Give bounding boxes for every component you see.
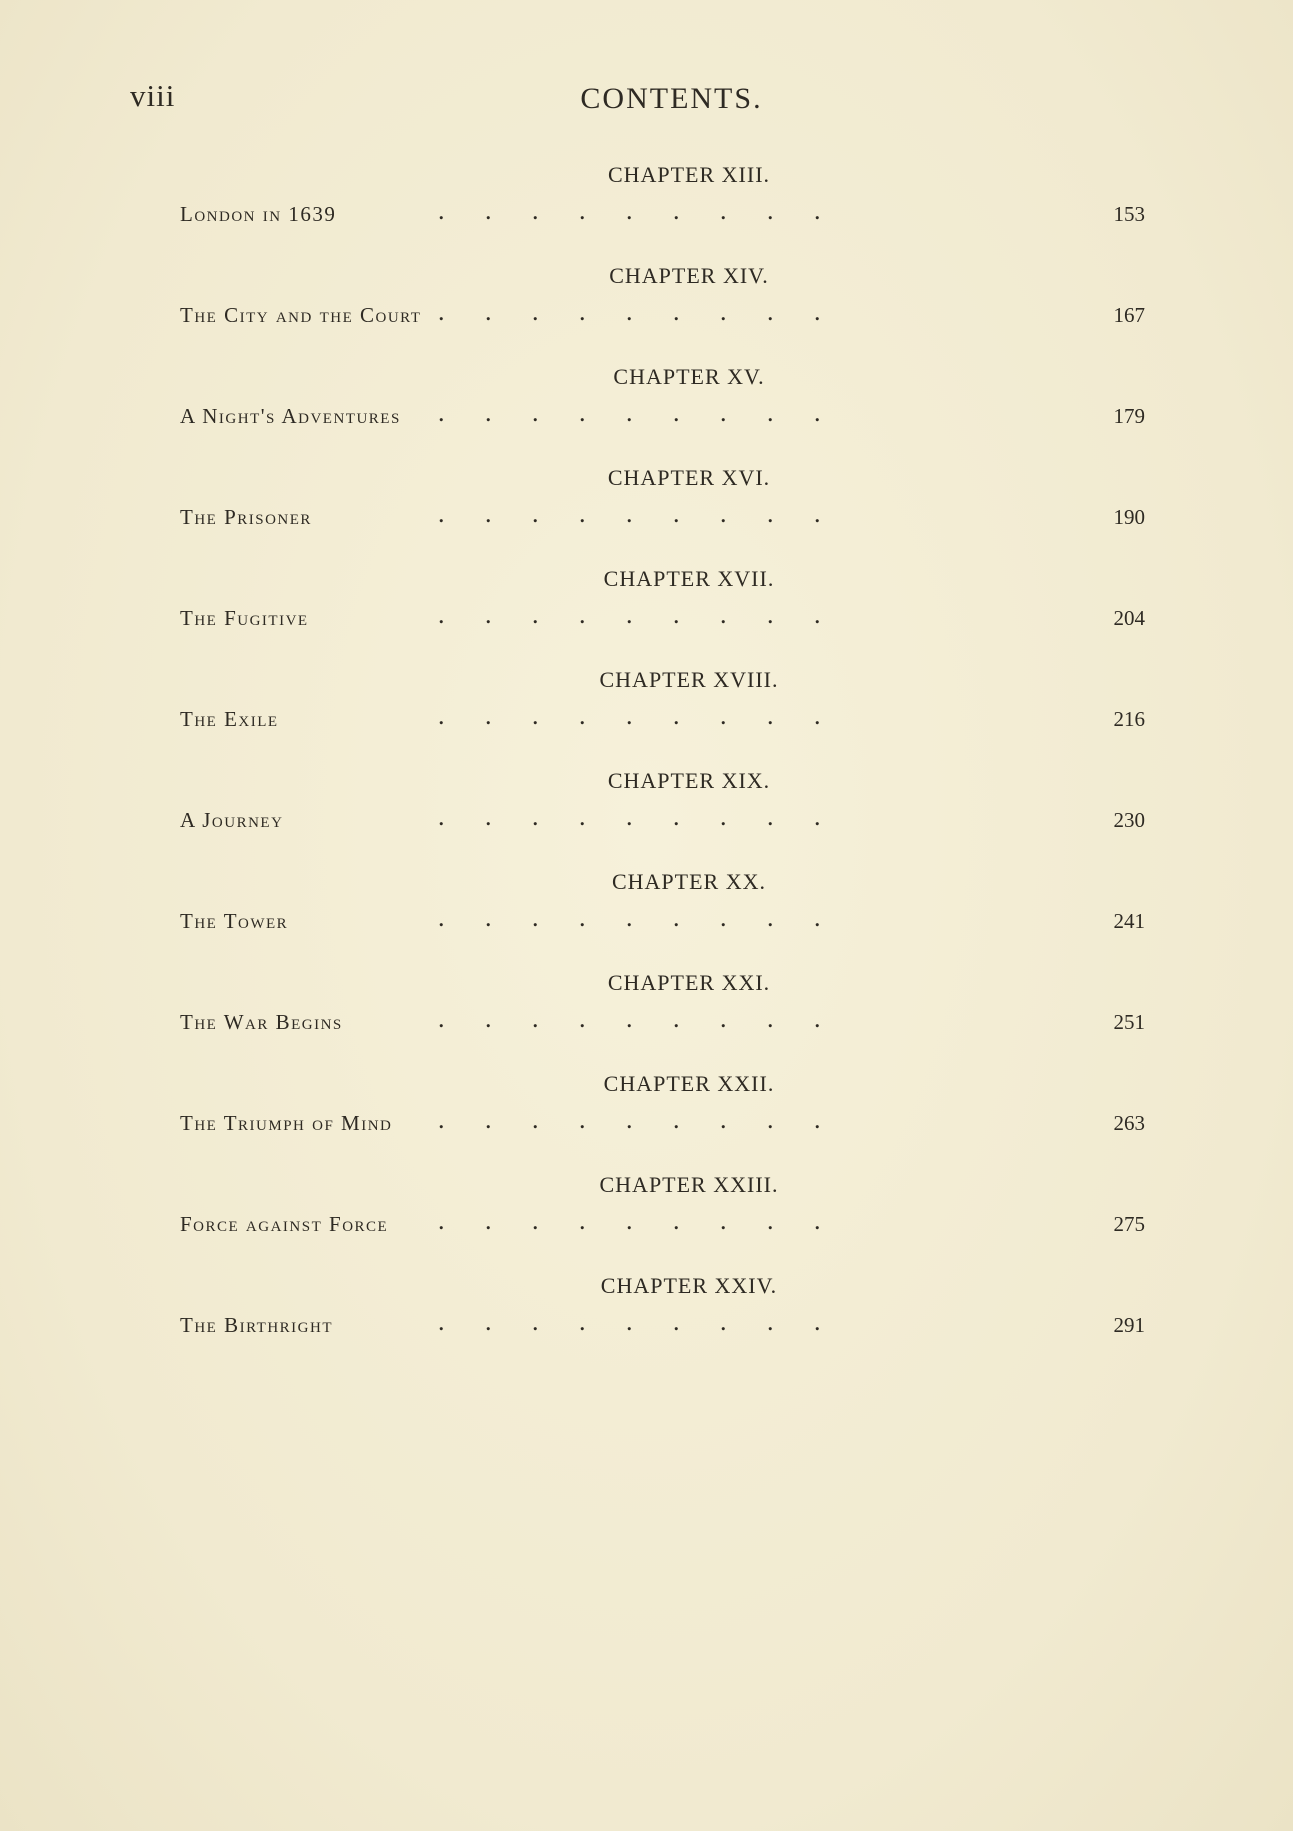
page-reference: 263 — [1113, 1111, 1145, 1135]
chapter-title: The Triumph of Mind — [180, 1111, 393, 1135]
toc-line — [180, 802, 1145, 838]
chapter-title: The Exile — [180, 707, 279, 731]
toc-entry — [180, 362, 1145, 463]
chapter-heading: CHAPTER XIX. — [607, 768, 771, 793]
toc-entry — [180, 968, 1145, 1069]
dot-leaders: . . . . . . . . . — [438, 196, 821, 225]
toc-entry — [180, 867, 1145, 968]
toc-line — [180, 903, 1145, 939]
page-reference: 241 — [1113, 909, 1145, 933]
chapter-heading: CHAPTER XV. — [613, 364, 765, 389]
dot-leaders: . . . . . . . . . — [438, 903, 821, 932]
chapter-title: London in 1639 — [180, 202, 337, 226]
toc-line — [180, 499, 1145, 535]
chapter-heading: CHAPTER XIII. — [607, 162, 771, 187]
toc-line — [180, 398, 1145, 434]
chapter-heading: CHAPTER XXI. — [607, 970, 771, 995]
chapter-title: The Tower — [180, 909, 289, 933]
page-reference: 251 — [1113, 1010, 1145, 1034]
toc-entry — [180, 463, 1145, 564]
dot-leaders: . . . . . . . . . — [438, 1206, 821, 1235]
chapter-title: The Fugitive — [180, 606, 309, 630]
dot-leaders: . . . . . . . . . — [438, 802, 821, 831]
dot-leaders: . . . . . . . . . — [438, 1307, 821, 1336]
page-reference: 216 — [1113, 707, 1145, 731]
toc-entry — [180, 160, 1145, 261]
page-number: viii — [130, 78, 176, 113]
page-reference: 291 — [1113, 1313, 1145, 1337]
dot-leaders: . . . . . . . . . — [438, 297, 821, 326]
chapter-title: Force against Force — [180, 1212, 389, 1236]
toc-line — [180, 1307, 1145, 1343]
toc-line — [180, 196, 1145, 232]
chapter-heading: CHAPTER XIV. — [609, 263, 769, 288]
toc-entry — [180, 1069, 1145, 1170]
dot-leaders: . . . . . . . . . — [438, 398, 821, 427]
dot-leaders: . . . . . . . . . — [438, 600, 821, 629]
toc-entry — [180, 1271, 1145, 1372]
toc-line — [180, 1105, 1145, 1141]
chapter-heading: CHAPTER XXII. — [603, 1071, 775, 1096]
chapter-title: The City and the Court — [180, 303, 422, 327]
chapter-title: The Birthright — [180, 1313, 334, 1337]
page-reference: 153 — [1113, 202, 1145, 226]
dot-leaders: . . . . . . . . . — [438, 701, 821, 730]
table-of-contents — [180, 160, 1145, 1372]
chapter-heading: CHAPTER XX. — [611, 869, 766, 894]
toc-entry — [180, 564, 1145, 665]
page-reference: 275 — [1113, 1212, 1145, 1236]
toc-entry — [180, 261, 1145, 362]
toc-line — [180, 600, 1145, 636]
dot-leaders: . . . . . . . . . — [438, 1004, 821, 1033]
running-head: CONTENTS. — [580, 82, 763, 115]
page-reference: 179 — [1113, 404, 1145, 428]
toc-line — [180, 1206, 1145, 1242]
dot-leaders: . . . . . . . . . — [438, 499, 821, 528]
toc-line — [180, 297, 1145, 333]
toc-entry — [180, 665, 1145, 766]
toc-line — [180, 1004, 1145, 1040]
chapter-heading: CHAPTER XXIII. — [599, 1172, 779, 1197]
toc-entry — [180, 766, 1145, 867]
dot-leaders: . . . . . . . . . — [438, 1105, 821, 1134]
page-reference: 190 — [1113, 505, 1145, 529]
chapter-title: A Journey — [180, 808, 284, 832]
page-reference: 167 — [1113, 303, 1145, 327]
toc-line — [180, 701, 1145, 737]
chapter-title: The War Begins — [180, 1010, 343, 1034]
toc-entry — [180, 1170, 1145, 1271]
chapter-heading: CHAPTER XVII. — [603, 566, 775, 591]
chapter-title: The Prisoner — [180, 505, 312, 529]
chapter-heading: CHAPTER XXIV. — [600, 1273, 778, 1298]
chapter-heading: CHAPTER XVI. — [607, 465, 771, 490]
chapter-heading: CHAPTER XVIII. — [599, 667, 779, 692]
page-reference: 204 — [1113, 606, 1145, 630]
page-reference: 230 — [1113, 808, 1145, 832]
chapter-title: A Night's Adventures — [180, 404, 401, 428]
